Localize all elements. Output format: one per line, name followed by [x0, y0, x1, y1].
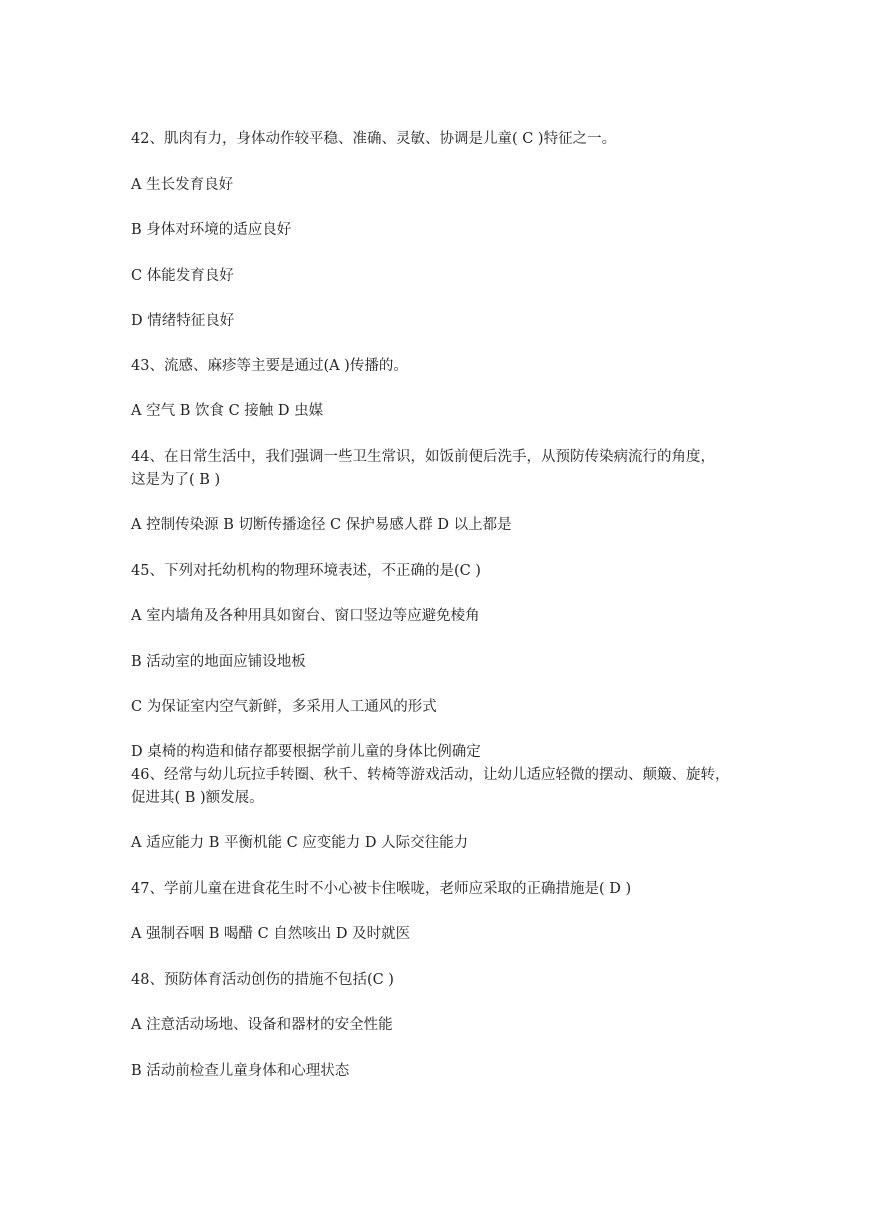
question-42: 42、肌肉有力，身体动作较平稳、准确、灵敏、协调是儿童( C )特征之一。 [131, 131, 617, 147]
question-43: 43、流感、麻疹等主要是通过(A )传播的。 [131, 358, 408, 374]
question-48: 48、预防体育活动创伤的措施不包括(C ) [131, 972, 394, 988]
q46-options: A 适应能力 B 平衡机能 C 应变能力 D 人际交往能力 [131, 835, 469, 851]
q44-options: A 控制传染源 B 切断传播途径 C 保护易感人群 D 以上都是 [131, 517, 512, 533]
q42-option-d: D 情绪特征良好 [131, 313, 235, 329]
q42-option-c: C 体能发育良好 [131, 268, 234, 284]
question-47: 47、学前儿童在进食花生时不小心被卡住喉咙，老师应采取的正确措施是( D ) [131, 881, 632, 897]
question-46-line-2: 促进其( B )额发展。 [131, 790, 264, 806]
q45-option-b: B 活动室的地面应铺设地板 [131, 654, 306, 670]
q42-option-b: B 身体对环境的适应良好 [131, 222, 292, 238]
q48-option-b: B 活动前检查儿童身体和心理状态 [131, 1063, 350, 1079]
question-44-line-1: 44、在日常生活中，我们强调一些卫生常识，如饭前便后洗手，从预防传染病流行的角度， [131, 449, 715, 465]
q45-option-d: D 桌椅的构造和储存都要根据学前儿童的身体比例确定 [131, 744, 481, 760]
question-46-line-1: 46、经常与幼儿玩拉手转圈、秋千、转椅等游戏活动，让幼儿适应轻微的摆动、颠簸、旋转， [131, 767, 730, 783]
q47-options: A 强制吞咽 B 喝醋 C 自然咳出 D 及时就医 [131, 926, 411, 942]
q48-option-a: A 注意活动场地、设备和器材的安全性能 [131, 1017, 393, 1033]
q43-options: A 空气 B 饮食 C 接触 D 虫媒 [131, 403, 324, 419]
q45-option-a: A 室内墙角及各种用具如窗台、窗口竖边等应避免棱角 [131, 608, 480, 624]
q45-option-c: C 为保证室内空气新鲜，多采用人工通风的形式 [131, 699, 437, 715]
q42-option-a: A 生长发育良好 [131, 177, 234, 193]
question-45: 45、下列对托幼机构的物理环境表述，不正确的是(C ) [131, 563, 481, 579]
question-44-line-2: 这是为了( B ) [131, 472, 221, 488]
